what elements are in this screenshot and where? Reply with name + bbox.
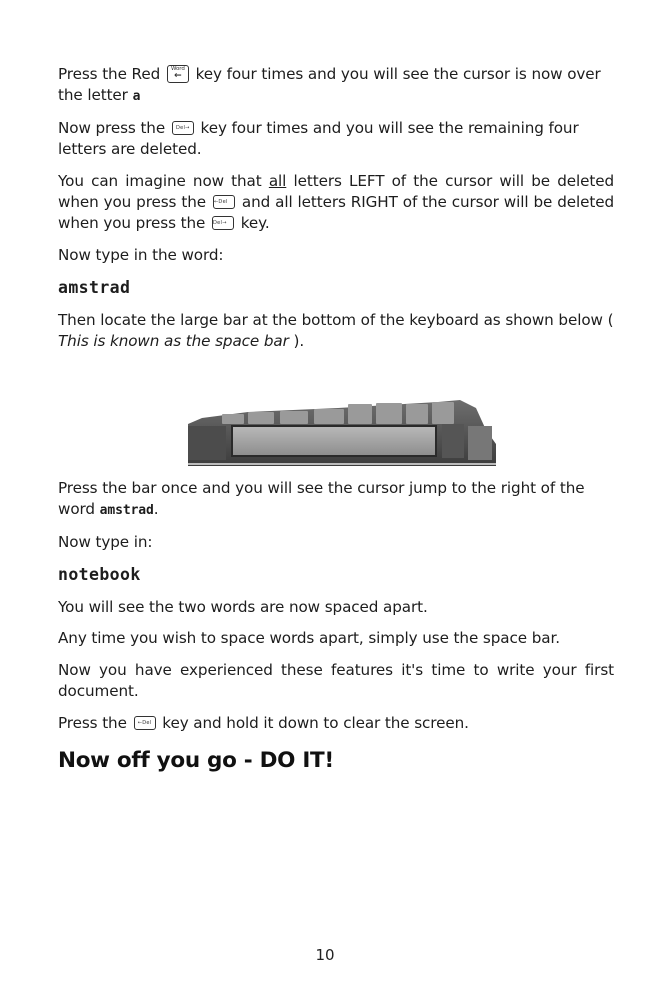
del-right-key-icon bbox=[172, 121, 194, 135]
paragraph-spaced-apart: You will see the two words are now spaced apart. bbox=[58, 598, 428, 616]
paragraph-experienced: Now you have experienced these features it's time to write your first document. bbox=[58, 661, 614, 700]
text: key four times and you will see the remaining four letters are deleted. bbox=[58, 119, 579, 158]
paragraph-type-in: Now type in: bbox=[58, 533, 153, 551]
text: Now press the bbox=[58, 119, 166, 137]
del-right-key-icon bbox=[212, 216, 234, 230]
corner-key bbox=[468, 426, 492, 460]
text: Press the Red bbox=[58, 65, 161, 83]
text: key and hold it down to clear the screen. bbox=[162, 714, 469, 732]
key bbox=[314, 409, 344, 424]
key-label: ←Del bbox=[137, 719, 152, 726]
page-number: 10 bbox=[315, 946, 335, 964]
key bbox=[248, 412, 274, 424]
paragraph-word-key bbox=[58, 64, 614, 107]
right-key bbox=[442, 424, 464, 458]
page-heading: Now off you go - DO IT! bbox=[58, 748, 334, 773]
key bbox=[432, 402, 454, 424]
paragraph-space-bar bbox=[58, 310, 614, 352]
del-left-key-icon bbox=[134, 716, 156, 730]
key bbox=[348, 404, 372, 424]
letter-a: a bbox=[132, 89, 141, 104]
text: key four times and you will see the cursor is now over the letter bbox=[58, 65, 601, 104]
key-label: Del→ bbox=[212, 219, 227, 226]
text: letters LEFT of the cursor will be deleted when you press the bbox=[58, 172, 615, 211]
text: You can imagine now that bbox=[58, 172, 262, 190]
keyboard-space-bar-illustration bbox=[188, 396, 496, 470]
key bbox=[376, 403, 402, 424]
text: Then locate the large bar at the bottom of the keyboard as shown below ( bbox=[58, 311, 614, 329]
word-key-label: Word bbox=[170, 66, 185, 72]
paragraph-clear-screen bbox=[58, 713, 614, 734]
word-amstrad-inline: amstrad bbox=[99, 503, 154, 518]
left-key bbox=[188, 426, 226, 460]
paragraph-del-right bbox=[58, 118, 614, 160]
upper-key-row bbox=[222, 402, 454, 424]
key bbox=[222, 414, 244, 424]
text: Press the bbox=[58, 714, 127, 732]
key bbox=[406, 404, 428, 424]
del-left-key-icon bbox=[213, 195, 235, 209]
space-bar-note: This is known as the space bar bbox=[58, 332, 289, 350]
paragraph-type-word: Now type in the word: bbox=[58, 246, 224, 264]
text: Press the bar once and you will see the cursor jump to the right of the word bbox=[58, 479, 585, 518]
word-left-key-icon bbox=[167, 65, 189, 83]
key-label: Del→ bbox=[175, 124, 190, 131]
text: . bbox=[153, 500, 159, 518]
paragraph-press-bar bbox=[58, 478, 614, 521]
key bbox=[280, 411, 308, 424]
left-arrow-icon: ← bbox=[174, 71, 182, 81]
key-label: ←Del bbox=[213, 198, 228, 205]
text: and all letters RIGHT of the cursor will be deleted when you press the bbox=[58, 193, 614, 232]
word-notebook: notebook bbox=[58, 565, 141, 584]
text: key. bbox=[240, 214, 270, 232]
paragraph-left-right bbox=[58, 171, 614, 234]
space-bar bbox=[232, 426, 436, 456]
paragraph-any-time: Any time you wish to space words apart, simply use the space bar. bbox=[58, 629, 560, 647]
text: ). bbox=[293, 332, 305, 350]
underlined-all: all bbox=[268, 172, 287, 190]
word-amstrad: amstrad bbox=[58, 278, 131, 297]
